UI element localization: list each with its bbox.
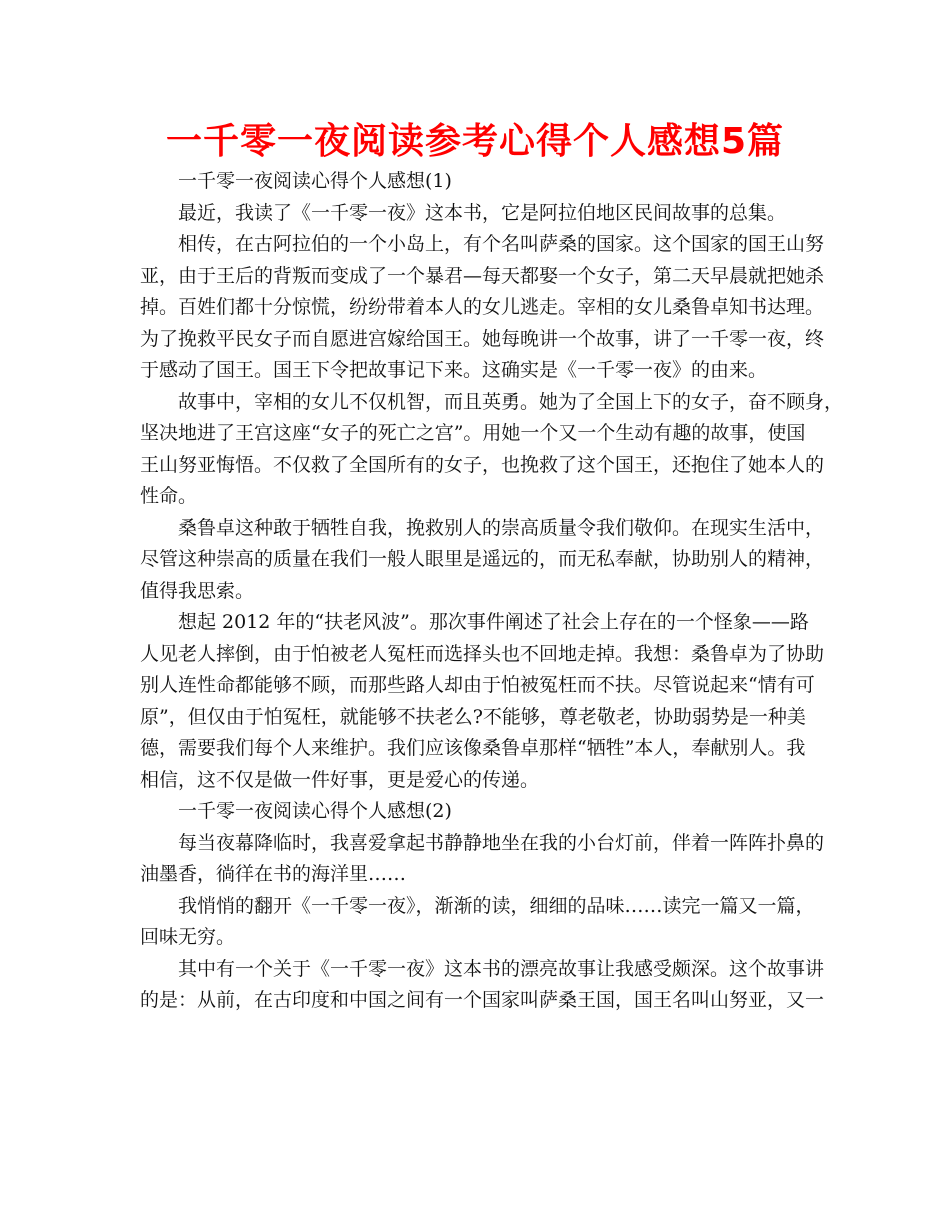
text-line: 回味无穷。 (140, 926, 236, 948)
text-line: 一千零一夜阅读心得个人感想(1) (178, 170, 452, 192)
text-line: 性命。 (140, 485, 198, 507)
text-line: 亚，由于王后的背叛而变成了一个暴君—每天都娶一个女子，第二天早晨就把她杀 (140, 264, 825, 287)
text-line: 我悄悄的翻开《一千零一夜》，渐渐的读，细细的品味……读完一篇又一篇， (178, 894, 815, 917)
text-line: 故事中，宰相的女儿不仅机智，而且英勇。她为了全国上下的女子，奋不顾身， (178, 390, 844, 413)
text-line: 别人连性命都能够不顾，而那些路人却由于怕被冤枉而不扶。尽管说起来“情有可 (140, 674, 815, 696)
text-line: 一千零一夜阅读心得个人感想(2) (178, 800, 452, 822)
text-line: 坚决地进了王宫这座“女子的死亡之宫”。用她一个又一个生动有趣的故事，使国 (140, 422, 806, 444)
text-line: 想起 2012 年的“扶老风波”。那次事件阐述了社会上存在的一个怪象——路 (178, 611, 809, 633)
text-line: 掉。百姓们都十分惊慌，纷纷带着本人的女儿逃走。宰相的女儿桑鲁卓知书达理。 (140, 296, 825, 318)
text-line: 其中有一个关于《一千零一夜》这本书的漂亮故事让我感受颇深。这个故事讲 (178, 957, 825, 980)
text-line: 相传，在古阿拉伯的一个小岛上，有个名叫萨桑的国家。这个国家的国王山努 (178, 233, 825, 255)
text-line: 于感动了国王。国王下令把故事记下来。这确实是《一千零一夜》的由来。 (140, 359, 768, 381)
text-line: 每当夜幕降临时，我喜爱拿起书静静地坐在我的小台灯前，伴着一阵阵扑鼻的 (178, 831, 825, 854)
text-line: 尽管这种崇高的质量在我们一般人眼里是遥远的，而无私奉献，协助别人的精神， (140, 548, 825, 570)
text-line: 德，需要我们每个人来维护。我们应该像桑鲁卓那样“牺牲”本人，奉献别人。我 (140, 737, 806, 759)
document-title: 一千零一夜阅读参考心得个人感想5篇 (165, 121, 785, 162)
text-line: 油墨香，徜徉在书的海洋里…… (140, 863, 407, 885)
text-line: 为了挽救平民女子而自愿进宫嫁给国王。她每晚讲一个故事，讲了一千零一夜，终 (140, 327, 825, 350)
text-line: 相信，这不仅是做一件好事，更是爱心的传递。 (140, 768, 540, 791)
text-line: 桑鲁卓这种敢于牺牲自我，挽救别人的崇高质量令我们敬仰。在现实生活中， (178, 516, 825, 539)
text-line: 人见老人摔倒，由于怕被老人冤枉而选择头也不回地走掉。我想：桑鲁卓为了协助 (140, 642, 825, 665)
document-body (140, 166, 844, 1017)
text-line: 的是：从前，在古印度和中国之间有一个国家叫萨桑王国，国王名叫山努亚，又一 (140, 989, 825, 1011)
text-line: 最近，我读了《一千零一夜》这本书，它是阿拉伯地区民间故事的总集。 (178, 201, 787, 224)
text-line: 值得我思索。 (140, 579, 255, 602)
text-line: 原”，但仅由于怕冤枉，就能够不扶老么?不能够，尊老敬老，协助弱势是一种美 (140, 705, 806, 728)
text-line: 王山努亚悔悟。不仅救了全国所有的女子，也挽救了这个国王，还抱住了她本人的 (140, 453, 825, 476)
